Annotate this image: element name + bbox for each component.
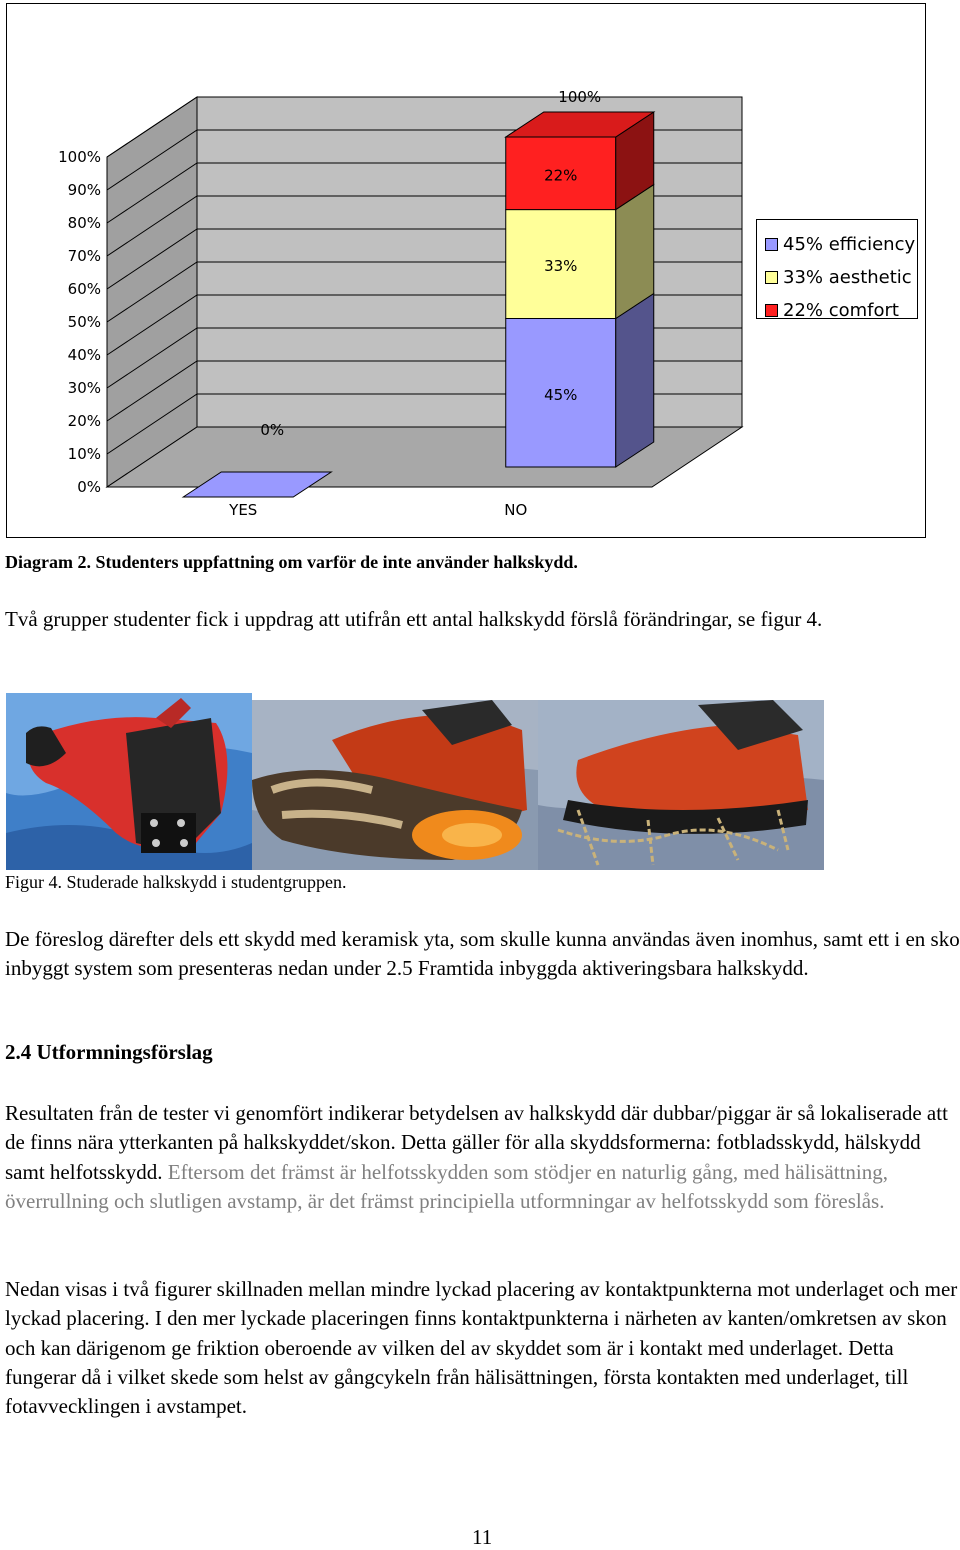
y-tick-label: 40% <box>67 346 101 364</box>
diagram-caption: Diagram 2. Studenters uppfattning om varför de inte använder halkskydd. <box>5 552 578 572</box>
legend-item-comfort <box>765 294 917 327</box>
section-heading: 2.4 Utformningsförslag <box>5 1040 213 1064</box>
results-paragraph <box>5 1099 960 1216</box>
legend-label-aesthetic: 33% aesthetic <box>783 267 912 288</box>
intro-paragraph: Två grupper studenter fick i uppdrag att utifrån ett antal halkskydd förslå förändringar, se figur 4. <box>5 607 823 631</box>
photo-sole-protector <box>252 700 538 870</box>
segment-label-comfort: 22% <box>544 166 578 185</box>
placement-paragraph: Nedan visas i två figurer skillnaden mellan mindre lyckad placering av kontaktpunkterna mot underlaget och mer lyckad placering. I den mer lyckade placeringen finns kontaktpunkterna i närheten av kanten/omkretsen av skon och kan därigenom ge friktion oberoende av vilken del av skyddet som är i kontakt med underlaget. Detta fungerar då i vilket skede som helst av gångcykeln från hälisättningen, första kontakten med underlaget, till fotavvecklingen i avstampet. <box>5 1277 958 1419</box>
legend-item-aesthetic <box>765 261 917 294</box>
bar-side-efficiency <box>616 294 654 468</box>
legend-swatch-aesthetic <box>765 271 778 284</box>
legend-swatch-efficiency <box>765 238 778 251</box>
figure-caption: Figur 4. Studerade halkskydd i studentgruppen. <box>5 872 347 892</box>
y-tick-label: 80% <box>67 214 101 232</box>
results-text: Resultaten från de tester vi genomfört indikerar betydelsen av halkskydd där dubbar/piggar är så lokaliserade att de finns nära ytterkanten på halkskyddet/skon. Detta gäller för alla skyddsformerna: fotbladsskydd, hälskydd samt helfotsskydd. <box>5 1101 948 1184</box>
chart-legend <box>756 219 918 319</box>
y-tick-label: 30% <box>67 379 101 397</box>
segment-label-efficiency: 45% <box>544 385 578 404</box>
x-tick-label: YES <box>229 501 258 519</box>
y-tick-label: 90% <box>67 181 101 199</box>
y-tick-label: 20% <box>67 412 101 430</box>
y-tick-label: 70% <box>67 247 101 265</box>
total-label-yes: 0% <box>260 421 285 439</box>
y-tick-label: 60% <box>67 280 101 298</box>
photo-chain-protector <box>538 700 824 870</box>
y-tick-label: 0% <box>77 478 101 496</box>
segment-label-aesthetic: 33% <box>544 257 578 276</box>
y-tick-label: 50% <box>67 313 101 331</box>
chart-frame <box>6 3 926 538</box>
proposal-paragraph: De föreslog därefter dels ett skydd med keramisk yta, som skulle kunna användas även inomhus, samt ett i en sko inbyggt system som presenteras nedan under 2.5 Framtida inbyggda aktiveringsbara halkskydd. <box>5 927 960 981</box>
x-tick-label: NO <box>504 501 528 519</box>
legend-swatch-comfort <box>765 304 778 317</box>
page-number: 11 <box>472 1525 493 1549</box>
results-text-grey: Eftersom det främst är helfotsskydden som stödjer en naturlig gång, med hälisättning, överrullning och slutligen avstamp, är det främst principiella utformningar av helfotsskydd som föreslås. <box>5 1159 889 1213</box>
y-tick-label: 100% <box>58 148 101 166</box>
legend-label-efficiency: 45% efficiency <box>783 234 916 255</box>
y-tick-label: 10% <box>67 445 101 463</box>
legend-item-efficiency <box>765 228 917 261</box>
legend-label-comfort: 22% comfort <box>783 300 899 321</box>
photo-heel-protector <box>6 693 252 870</box>
total-label-no: 100% <box>558 88 602 106</box>
